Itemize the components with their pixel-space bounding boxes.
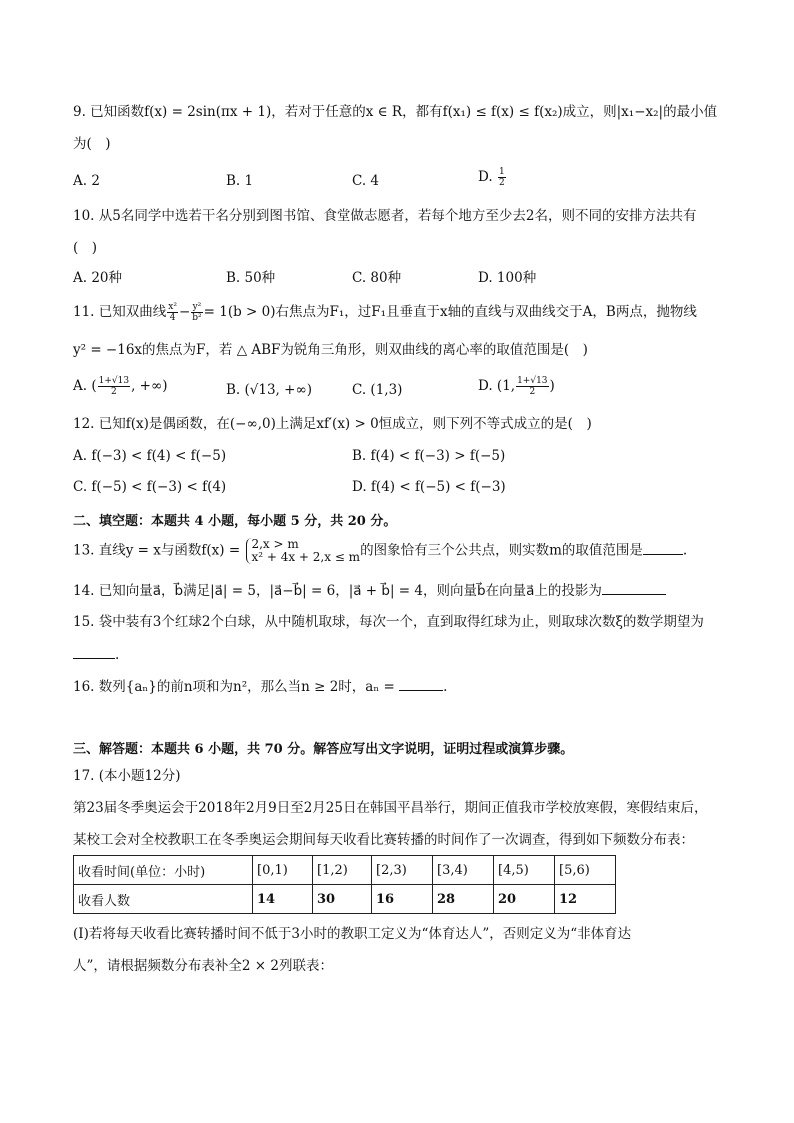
table-cell: 收看时间(单位：小时) <box>74 856 253 885</box>
q9-option-b: B. 1 <box>226 173 254 189</box>
q10-option-d: D. 100种 <box>478 270 537 286</box>
q16-stem <box>73 676 447 697</box>
q11-fx-num: x² <box>168 302 177 312</box>
q13-post: 的图象恰有三个公共点，则实数m的取值范围是 <box>360 542 643 559</box>
q14-answer-blank <box>602 580 666 595</box>
q11-d-post: ) <box>549 378 555 394</box>
q9-option-d <box>478 167 507 188</box>
q13-end: . <box>682 542 688 559</box>
q11-a-post: , +∞) <box>131 378 168 394</box>
q9-d-den: 2 <box>498 178 505 188</box>
q14-text: 14. 已知向量a⃗，b⃗满足|a⃗| = 5，|a⃗−b⃗| = 6，|a⃗ + b⃗| = 4，则向量b⃗在向量a⃗上的投影为 <box>73 583 602 599</box>
q15-end: . <box>115 647 120 663</box>
q13-stem <box>73 538 687 564</box>
table-cell: [2,3) <box>372 856 433 885</box>
q11-stem-line1 <box>73 302 697 323</box>
q13-answer-blank <box>643 540 683 555</box>
q16-answer-blank <box>399 676 443 691</box>
q15-stem-line1: 15. 袋中装有3个红球2个白球，从中随机取球，每次一个，直到取得红球为止，则取球次数ξ的数学期望为 <box>73 614 704 630</box>
q12-option-c: C. f(−5) < f(−3) < f(4) <box>73 479 227 495</box>
table-row <box>74 885 616 914</box>
q13-piecewise <box>246 538 360 564</box>
table-cell: 16 <box>372 885 433 914</box>
table-cell: [4,5) <box>494 856 555 885</box>
q11-option-d <box>478 376 555 397</box>
q10-stem-line1: 10. 从5名同学中选若干名分别到图书馆、食堂做志愿者，若每个地方至少去2名，则不同的安排方法共有 <box>73 208 697 224</box>
q12-option-d: D. f(4) < f(−5) < f(−3) <box>352 479 506 495</box>
q11-frac-y <box>191 302 202 323</box>
frequency-table <box>73 855 616 914</box>
q11-frac-x <box>167 302 178 323</box>
table-row <box>74 856 616 885</box>
q11-post: = 1(b > 0)右焦点为F₁，过F₁且垂直于x轴的直线与双曲线交于A，B两点，抛物线 <box>203 304 697 320</box>
table-cell: [0,1) <box>253 856 313 885</box>
q9-option-d-label: D. <box>478 169 497 185</box>
q10-option-a: A. 20种 <box>73 270 123 286</box>
q11-a-den: 2 <box>110 387 117 397</box>
q13-case2: x² + 4x + 2,x ≤ m <box>251 550 361 564</box>
table-cell: [5,6) <box>555 856 616 885</box>
q15-stem-line2 <box>73 644 119 665</box>
q9-stem-line1: 9. 已知函数f(x) = 2sin(πx + 1)，若对于任意的x ∈ R，都有f(x₁) ≤ f(x) ≤ f(x₂)成立，则|x₁−x₂|的最小值 <box>73 104 718 120</box>
q11-stem-line2: y² = −16x的焦点为F，若 △ ABF为锐角三角形，则双曲线的离心率的取值范围是( ) <box>73 342 588 358</box>
q11-d-den: 2 <box>529 387 536 397</box>
q17-stem-line2: 某校工会对全校教职工在冬季奥运会期间每天收看比赛转播的时间作了一次调查，得到如下频数分布表： <box>73 832 694 848</box>
q12-stem: 12. 已知f(x)是偶函数，在(−∞,0)上满足xf′(x) > 0恒成立，则下列不等式成立的是( ) <box>73 416 592 432</box>
q17-stem-line1: 第23届冬季奥运会于2018年2月9日至2月25日在韩国平昌举行，期间正值我市学校放寒假，寒假结束后， <box>73 800 708 816</box>
q11-pre: 11. 已知双曲线 <box>73 304 167 320</box>
table-cell: [1,2) <box>313 856 372 885</box>
q11-option-a <box>73 376 168 397</box>
table-cell: [3,4) <box>433 856 494 885</box>
q16-text: 16. 数列{aₙ}的前n项和为n²，那么当n ≥ 2时，aₙ = <box>73 679 400 695</box>
q11-option-c: C. (1,3) <box>352 382 403 398</box>
q9-stem-line2: 为( ) <box>73 136 111 152</box>
q11-a-num: 1+√13 <box>98 376 130 386</box>
table-cell: 收看人数 <box>74 885 253 914</box>
section-fill-in-heading: 二、填空题：本题共 4 小题，每小题 5 分，共 20 分。 <box>73 514 397 529</box>
section-solutions-heading: 三、解答题：本题共 6 小题，共 70 分。解答应写出文字说明，证明过程或演算步骤。 <box>73 742 574 757</box>
q11-d-pre: D. (1, <box>478 378 516 394</box>
q9-option-c: C. 4 <box>352 173 380 189</box>
table-cell: 20 <box>494 885 555 914</box>
q17-part1-line2: 人”，请根据频数分布表补全2 × 2列联表： <box>73 958 333 974</box>
q15-answer-blank <box>73 644 115 659</box>
q10-stem-line2: ( ) <box>73 240 98 256</box>
q11-a-fraction <box>98 376 130 397</box>
q14-stem <box>73 580 666 601</box>
q11-fx-den: 4 <box>169 313 176 323</box>
q11-fy-num: y² <box>192 302 202 312</box>
q12-option-b: B. f(4) < f(−3) > f(−5) <box>352 448 506 464</box>
q10-option-b: B. 50种 <box>226 270 276 286</box>
q11-d-num: 1+√13 <box>517 376 548 386</box>
q17-part1-line1: (Ⅰ)若将每天收看比赛转播时间不低于3小时的教职工定义为“体育达人”，否则定义为“非体育达 <box>73 926 632 942</box>
table-cell: 14 <box>253 885 313 914</box>
q11-fy-den: b² <box>192 313 202 323</box>
q13-case1: 2,x > m <box>251 537 299 551</box>
q9-option-a: A. 2 <box>73 173 100 189</box>
table-cell: 28 <box>433 885 494 914</box>
q13-pre: 13. 直线y = x与函数f(x) = <box>73 542 245 559</box>
q11-option-b: B. (√13, +∞) <box>226 382 312 398</box>
table-cell: 12 <box>555 885 616 914</box>
q10-option-c: C. 80种 <box>352 270 402 286</box>
q9-d-num: 1 <box>498 167 505 177</box>
q16-end: . <box>443 679 448 695</box>
q11-a-pre: A. ( <box>73 378 97 394</box>
q9-option-d-fraction <box>498 167 506 188</box>
q11-minus: − <box>178 304 191 320</box>
q12-option-a: A. f(−3) < f(4) < f(−5) <box>73 448 227 464</box>
q11-d-fraction <box>516 376 548 397</box>
q17-header: 17. (本小题12分) <box>73 768 181 784</box>
table-cell: 30 <box>313 885 372 914</box>
